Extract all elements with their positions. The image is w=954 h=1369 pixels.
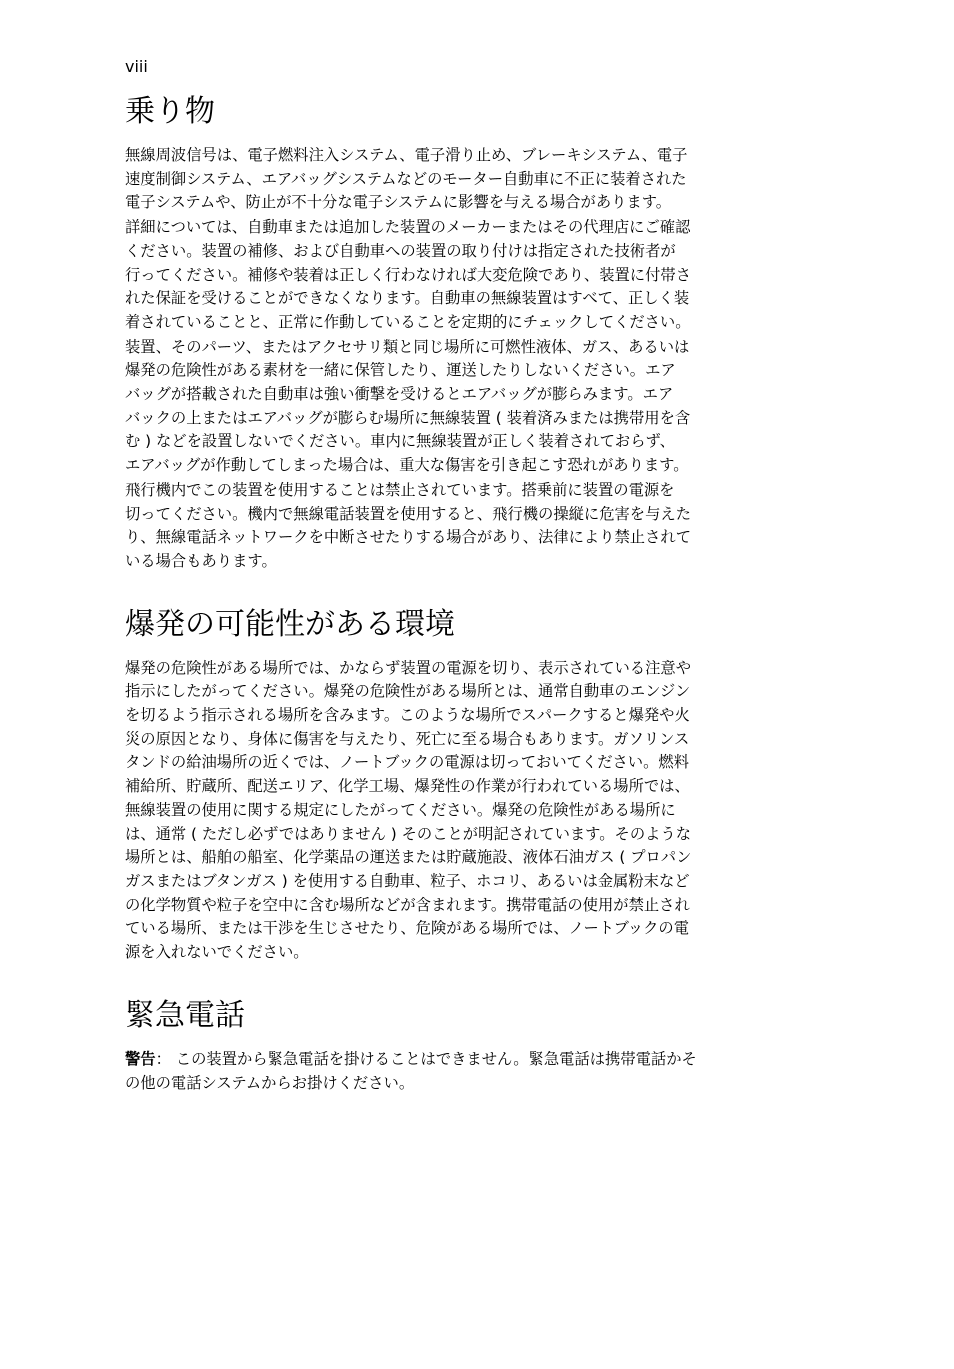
text-line: 無線周波信号は、電子燃料注入システム、電子滑り止め、ブレーキシステム、電子 [125, 146, 688, 164]
text-line: 指示にしたがってください。爆発の危険性がある場所とは、通常自動車のエンジン [125, 682, 691, 701]
text-line: れた保証を受けることができなくなります。自動車の無線装置はすべて、正しく装 [125, 289, 690, 308]
section-title-emergency-calls: 緊急電話 [125, 997, 245, 1033]
text-line [125, 1048, 815, 1072]
warning-text: この装置から緊急電話を掛けることはできません。緊急電話は携帯電話かそ [170, 1049, 697, 1068]
paragraph [125, 216, 815, 335]
text-line: り、無線電話ネットワークを中断させたりする場合があり、法律により禁止されて [125, 528, 691, 547]
section-spacer [125, 965, 815, 996]
text-line: は、通常 ( ただし必ずではありません ) そのことが明記されています。そのような [125, 824, 692, 843]
text-line: 装置、そのパーツ、またはアクセサリ類と同じ場所に可燃性液体、ガス、あるいは [125, 337, 690, 356]
text-line: タンドの給油場所の近くでは、ノートブックの電源は切っておいてください。燃料 [125, 753, 689, 772]
text-line: 電子システムや、防止が不十分な電子システムに影響を与える場合があります。 [125, 193, 672, 212]
warning-paragraph [125, 1048, 815, 1095]
text-line: 補給所、貯蔵所、配送エリア、化学工場、爆発性の作業が行われている場所では、 [125, 777, 690, 796]
text-line: 災の原因となり、身体に傷害を与えたり、死亡に至る場合もあります。ガソリンス [125, 729, 690, 748]
text-line: の化学物質や粒子を空中に含む場所などが含まれます。携帯電話の使用が禁止され [125, 895, 690, 914]
text-line: 詳細については、自動車または追加した装置のメーカーまたはその代理店にご確認 [125, 218, 691, 237]
paragraph [125, 657, 815, 965]
section-title-explosive-environment: 爆発の可能性がある環境 [125, 606, 455, 642]
section-explosive-environment [125, 605, 815, 965]
paragraph [125, 479, 815, 574]
text-line: エアバッグが作動してしまった場合は、重大な傷害を引き起こす恐れがあります。 [125, 456, 689, 475]
text-line: 切ってください。機内で無線電話装置を使用すると、飛行機の操縦に危害を与えた [125, 504, 691, 523]
paragraph [125, 144, 815, 215]
text-line: ガスまたはブタンガス ) を使用する自動車、粒子、ホコリ、あるいは金属粉末など [125, 871, 690, 890]
text-line: の他の電話システムからお掛けください。 [125, 1073, 415, 1092]
text-line: バッグが搭載された自動車は強い衝撃を受けるとエアバッグが膨らみます。エア [125, 385, 674, 404]
section-spacer [125, 574, 815, 605]
text-line: 速度制御システム、エアバッグシステムなどのモーター自動車に不正に装着された [125, 169, 687, 188]
warning-label: 警告 [125, 1049, 156, 1068]
paragraph [125, 336, 815, 478]
text-line: 場所とは、船舶の船室、化学薬品の運送または貯蔵施設、液体石油ガス ( プロパン [125, 848, 692, 867]
text-line: いる場合もあります。 [125, 551, 277, 570]
text-line: 着されていることと、正常に作動していることを定期的にチェックしてください。 [125, 312, 691, 331]
text-line: 源を入れないでください。 [125, 943, 309, 962]
section-vehicles [125, 92, 815, 574]
text-line: を切るよう指示される場所を含みます。このような場所でスパークすると爆発や火 [125, 706, 690, 725]
text-line: 無線装置の使用に関する規定にしたがってください。爆発の危険性がある場所に [125, 800, 676, 819]
text-line: 行ってください。補修や装着は正しく行わなければ大変危険であり、装置に付帯さ [125, 265, 691, 284]
text-line: 爆発の危険性がある素材を一緒に保管したり、運送したりしないください。エア [125, 361, 676, 380]
page-number: viii [125, 57, 148, 76]
text-line: 飛行機内でこの装置を使用することは禁止されています。搭乗前に装置の電源を [125, 480, 675, 499]
text-line: 爆発の危険性がある場所では、かならず装置の電源を切り、表示されている注意や [125, 658, 691, 677]
warning-separator: ： [155, 1049, 171, 1068]
text-line: バックの上またはエアバッグが膨らむ場所に無線装置 ( 装着済みまたは携帯用を含 [125, 408, 691, 427]
document-page [125, 56, 815, 1095]
section-title-vehicles: 乗り物 [125, 94, 215, 129]
text-line: む ) などを設置しないでください。車内に無線装置が正しく装着されておらず、 [125, 432, 675, 451]
text-line: ください。装置の補修、および自動車への装置の取り付けは指定された技術者が [125, 241, 676, 260]
section-emergency-calls [125, 996, 815, 1095]
text-line: ている場所、または干渉を生じさせたり、危険がある場所では、ノートブックの電 [125, 919, 689, 938]
